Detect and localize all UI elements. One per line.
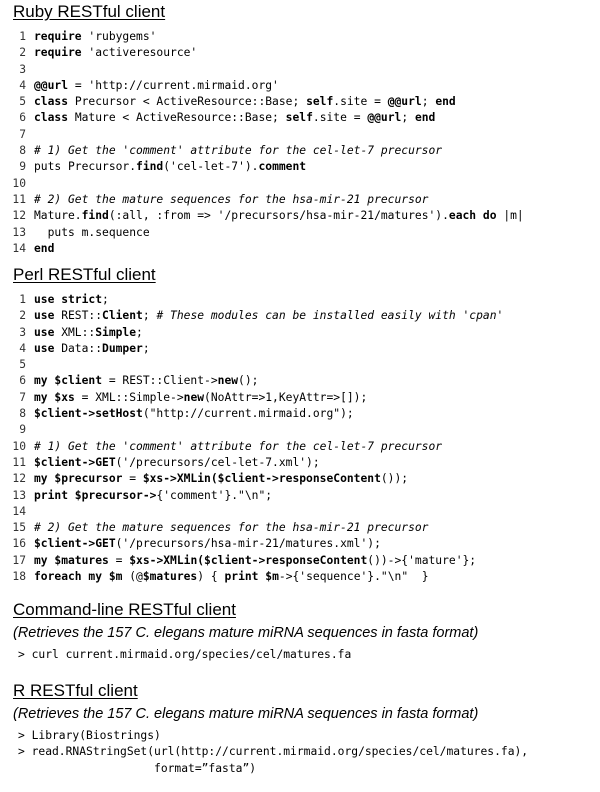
code-token: ('/precursors/cel-let-7.xml'); xyxy=(115,455,320,469)
code-token: ())->{'mature'}; xyxy=(367,553,477,567)
code-token: # 2) Get the mature sequences for the hsa-mir-21 precursor xyxy=(34,521,429,535)
code-line xyxy=(0,341,600,357)
code-line xyxy=(0,373,600,389)
code-line xyxy=(0,390,600,406)
code-token: self xyxy=(285,111,313,125)
command-line: > Library(Biostrings) xyxy=(18,729,161,742)
code-token: @@url xyxy=(387,95,422,109)
ruby-section xyxy=(0,2,600,257)
code-token: ; xyxy=(142,341,150,355)
code-line xyxy=(0,292,600,308)
code-token: ; xyxy=(421,95,436,109)
code-token: = REST::Client-> xyxy=(102,374,218,388)
line-number: 10 xyxy=(12,176,26,190)
r-section xyxy=(0,681,600,777)
code-token: find xyxy=(81,209,109,223)
perl-heading: Perl RESTful client xyxy=(13,265,156,284)
code-token: = XML::Simple-> xyxy=(74,390,184,404)
code-token: new xyxy=(217,374,239,388)
code-token: XML:: xyxy=(54,325,96,339)
code-token: .site = xyxy=(312,111,368,125)
code-token: @@url xyxy=(367,111,402,125)
code-token: $xs->XMLin($client->responseContent xyxy=(142,472,381,486)
code-line xyxy=(0,110,600,126)
code-token: puts Precursor. xyxy=(34,160,137,174)
code-token: class xyxy=(34,111,69,125)
code-token: ) { xyxy=(197,570,225,584)
code-token: use strict xyxy=(34,293,103,306)
cmdline-code-block xyxy=(18,647,600,663)
line-number: 12 xyxy=(12,472,26,486)
code-line xyxy=(0,94,600,110)
code-line xyxy=(0,536,600,552)
code-token: end xyxy=(34,241,55,255)
code-token: # 2) Get the mature sequences for the hsa-mir-21 precursor xyxy=(34,192,429,206)
cmdline-heading: Command-line RESTful client xyxy=(13,600,236,619)
code-token: 'activeresource' xyxy=(81,46,198,60)
code-token: # 1) Get the 'comment' attribute for the cel-let-7 precursor xyxy=(34,144,443,158)
code-token: (@ xyxy=(122,570,143,584)
code-line xyxy=(0,504,600,520)
line-number: 16 xyxy=(12,537,26,551)
code-token: $client->GET xyxy=(34,537,116,551)
code-line xyxy=(0,569,600,585)
code-token: (NoAttr=>1,KeyAttr=>[]); xyxy=(204,390,368,404)
code-token: ('/precursors/hsa-mir-21/matures.xml'); xyxy=(115,537,381,551)
line-number: 7 xyxy=(19,390,26,404)
cmdline-subtitle: (Retrieves the 157 C. elegans mature miRNA sequences in fasta format) xyxy=(13,625,479,641)
code-line xyxy=(0,308,600,324)
line-number: 11 xyxy=(12,455,26,469)
line-number: 10 xyxy=(12,439,26,453)
code-line xyxy=(0,225,600,241)
line-number: 9 xyxy=(19,160,26,174)
line-number: 6 xyxy=(19,374,26,388)
code-token: @@url xyxy=(34,78,69,92)
code-token: $xs->XMLin($client->responseContent xyxy=(129,553,368,567)
cmdline-section xyxy=(0,600,600,663)
code-token: class xyxy=(34,95,69,109)
code-token: Precursor < ActiveResource::Base; xyxy=(68,95,307,109)
line-number: 18 xyxy=(12,570,26,584)
r-subtitle: (Retrieves the 157 C. elegans mature miRNA sequences in fasta format) xyxy=(13,706,479,722)
code-token: # 1) Get the 'comment' attribute for the cel-let-7 precursor xyxy=(34,439,443,453)
perl-section xyxy=(0,265,600,585)
code-line xyxy=(0,159,600,175)
code-token: (:all, :from => '/precursors/hsa-mir-21/matures'). xyxy=(108,209,449,223)
code-line xyxy=(0,29,600,45)
code-token: new xyxy=(183,390,205,404)
code-token: end xyxy=(435,95,456,109)
code-line xyxy=(0,241,600,257)
r-code-block xyxy=(18,728,600,777)
code-line xyxy=(0,45,600,61)
line-number: 3 xyxy=(19,325,26,339)
line-number: 4 xyxy=(19,341,26,355)
command-line: > curl current.mirmaid.org/species/cel/matures.fa xyxy=(18,648,352,661)
code-line xyxy=(0,192,600,208)
code-token: end xyxy=(414,111,436,125)
code-line xyxy=(0,422,600,438)
code-token: $client->GET xyxy=(34,455,116,469)
command-line: format=”fasta”) xyxy=(18,761,257,775)
line-number: 3 xyxy=(19,62,26,76)
code-token: Data:: xyxy=(54,341,103,355)
line-number: 4 xyxy=(19,78,26,92)
code-line xyxy=(0,62,600,78)
code-token: find xyxy=(136,160,164,174)
code-line xyxy=(0,488,600,504)
line-number: 5 xyxy=(19,358,26,372)
code-token: ; xyxy=(401,111,415,125)
line-number: 6 xyxy=(19,111,26,125)
line-number: 9 xyxy=(19,423,26,437)
code-token: 'rubygems' xyxy=(81,30,157,43)
code-token: comment xyxy=(258,160,307,174)
code-line xyxy=(0,143,600,159)
line-number: 2 xyxy=(19,309,26,323)
line-number: 14 xyxy=(12,241,26,255)
code-token: REST:: xyxy=(54,309,103,323)
line-number: 1 xyxy=(19,293,26,306)
code-token: Simple xyxy=(95,325,137,339)
code-line xyxy=(0,520,600,536)
code-token: my $matures xyxy=(34,553,109,567)
perl-code-block xyxy=(0,292,600,585)
code-token: ->{'sequence'}."\n" } xyxy=(278,570,429,584)
code-token: use xyxy=(34,309,55,323)
code-token: require xyxy=(34,46,82,60)
code-token: ; xyxy=(102,293,109,306)
line-number: 13 xyxy=(12,488,26,502)
code-token: ; xyxy=(142,309,157,323)
code-token: {'comment'}."\n"; xyxy=(156,488,273,502)
code-token: $matures xyxy=(142,570,198,584)
line-number: 8 xyxy=(19,407,26,421)
code-token: each do xyxy=(448,209,497,223)
code-token: my $precursor xyxy=(34,472,123,486)
code-token: $client->setHost xyxy=(34,407,143,421)
code-token: (); xyxy=(238,374,259,388)
ruby-heading: Ruby RESTful client xyxy=(13,2,166,21)
line-number: 13 xyxy=(12,225,26,239)
code-token: ('cel-let-7'). xyxy=(163,160,259,174)
code-token: my $client xyxy=(34,374,103,388)
code-line xyxy=(0,357,600,373)
code-token: print $precursor-> xyxy=(34,488,157,502)
code-line xyxy=(0,78,600,94)
code-line xyxy=(0,325,600,341)
code-token: = xyxy=(122,472,143,486)
code-token: puts m.sequence xyxy=(34,225,150,239)
code-token: use xyxy=(34,325,55,339)
code-token: print $m xyxy=(224,570,279,584)
code-line xyxy=(0,176,600,192)
code-token: foreach my $m xyxy=(34,570,123,584)
line-number: 2 xyxy=(19,46,26,60)
code-token: self xyxy=(306,95,334,109)
code-line xyxy=(0,553,600,569)
line-number: 17 xyxy=(12,553,26,567)
code-token: my $xs xyxy=(34,390,75,404)
code-token: require xyxy=(34,30,82,43)
code-line xyxy=(0,471,600,487)
code-token: Mature. xyxy=(34,209,82,223)
ruby-code-block xyxy=(0,29,600,257)
line-number: 11 xyxy=(12,192,26,206)
line-number: 12 xyxy=(12,209,26,223)
code-token: Client xyxy=(102,309,143,323)
r-heading: R RESTful client xyxy=(13,681,138,700)
code-token: ()); xyxy=(380,472,409,486)
line-number: 7 xyxy=(19,127,26,141)
code-token: # These modules can be installed easily with 'cpan' xyxy=(156,309,504,323)
line-number: 1 xyxy=(19,30,26,43)
line-number: 8 xyxy=(19,144,26,158)
code-token: use xyxy=(34,341,55,355)
code-token: Mature < ActiveResource::Base; xyxy=(68,111,286,125)
code-token: = xyxy=(108,553,130,567)
code-line xyxy=(0,439,600,455)
code-line xyxy=(0,208,600,224)
line-number: 14 xyxy=(12,504,26,518)
line-number: 15 xyxy=(12,521,26,535)
code-line xyxy=(0,455,600,471)
command-line: > read.RNAStringSet(url(http://current.mirmaid.org/species/cel/matures.fa), xyxy=(18,745,529,759)
code-token: ; xyxy=(136,325,143,339)
code-token: Dumper xyxy=(102,341,143,355)
code-line xyxy=(0,127,600,143)
code-token: = 'http://current.mirmaid.org' xyxy=(68,78,279,92)
code-token: |m| xyxy=(496,209,524,223)
code-token: .site = xyxy=(333,95,388,109)
line-number: 5 xyxy=(19,95,26,109)
code-token: ("http://current.mirmaid.org"); xyxy=(142,407,354,421)
code-line xyxy=(0,406,600,422)
